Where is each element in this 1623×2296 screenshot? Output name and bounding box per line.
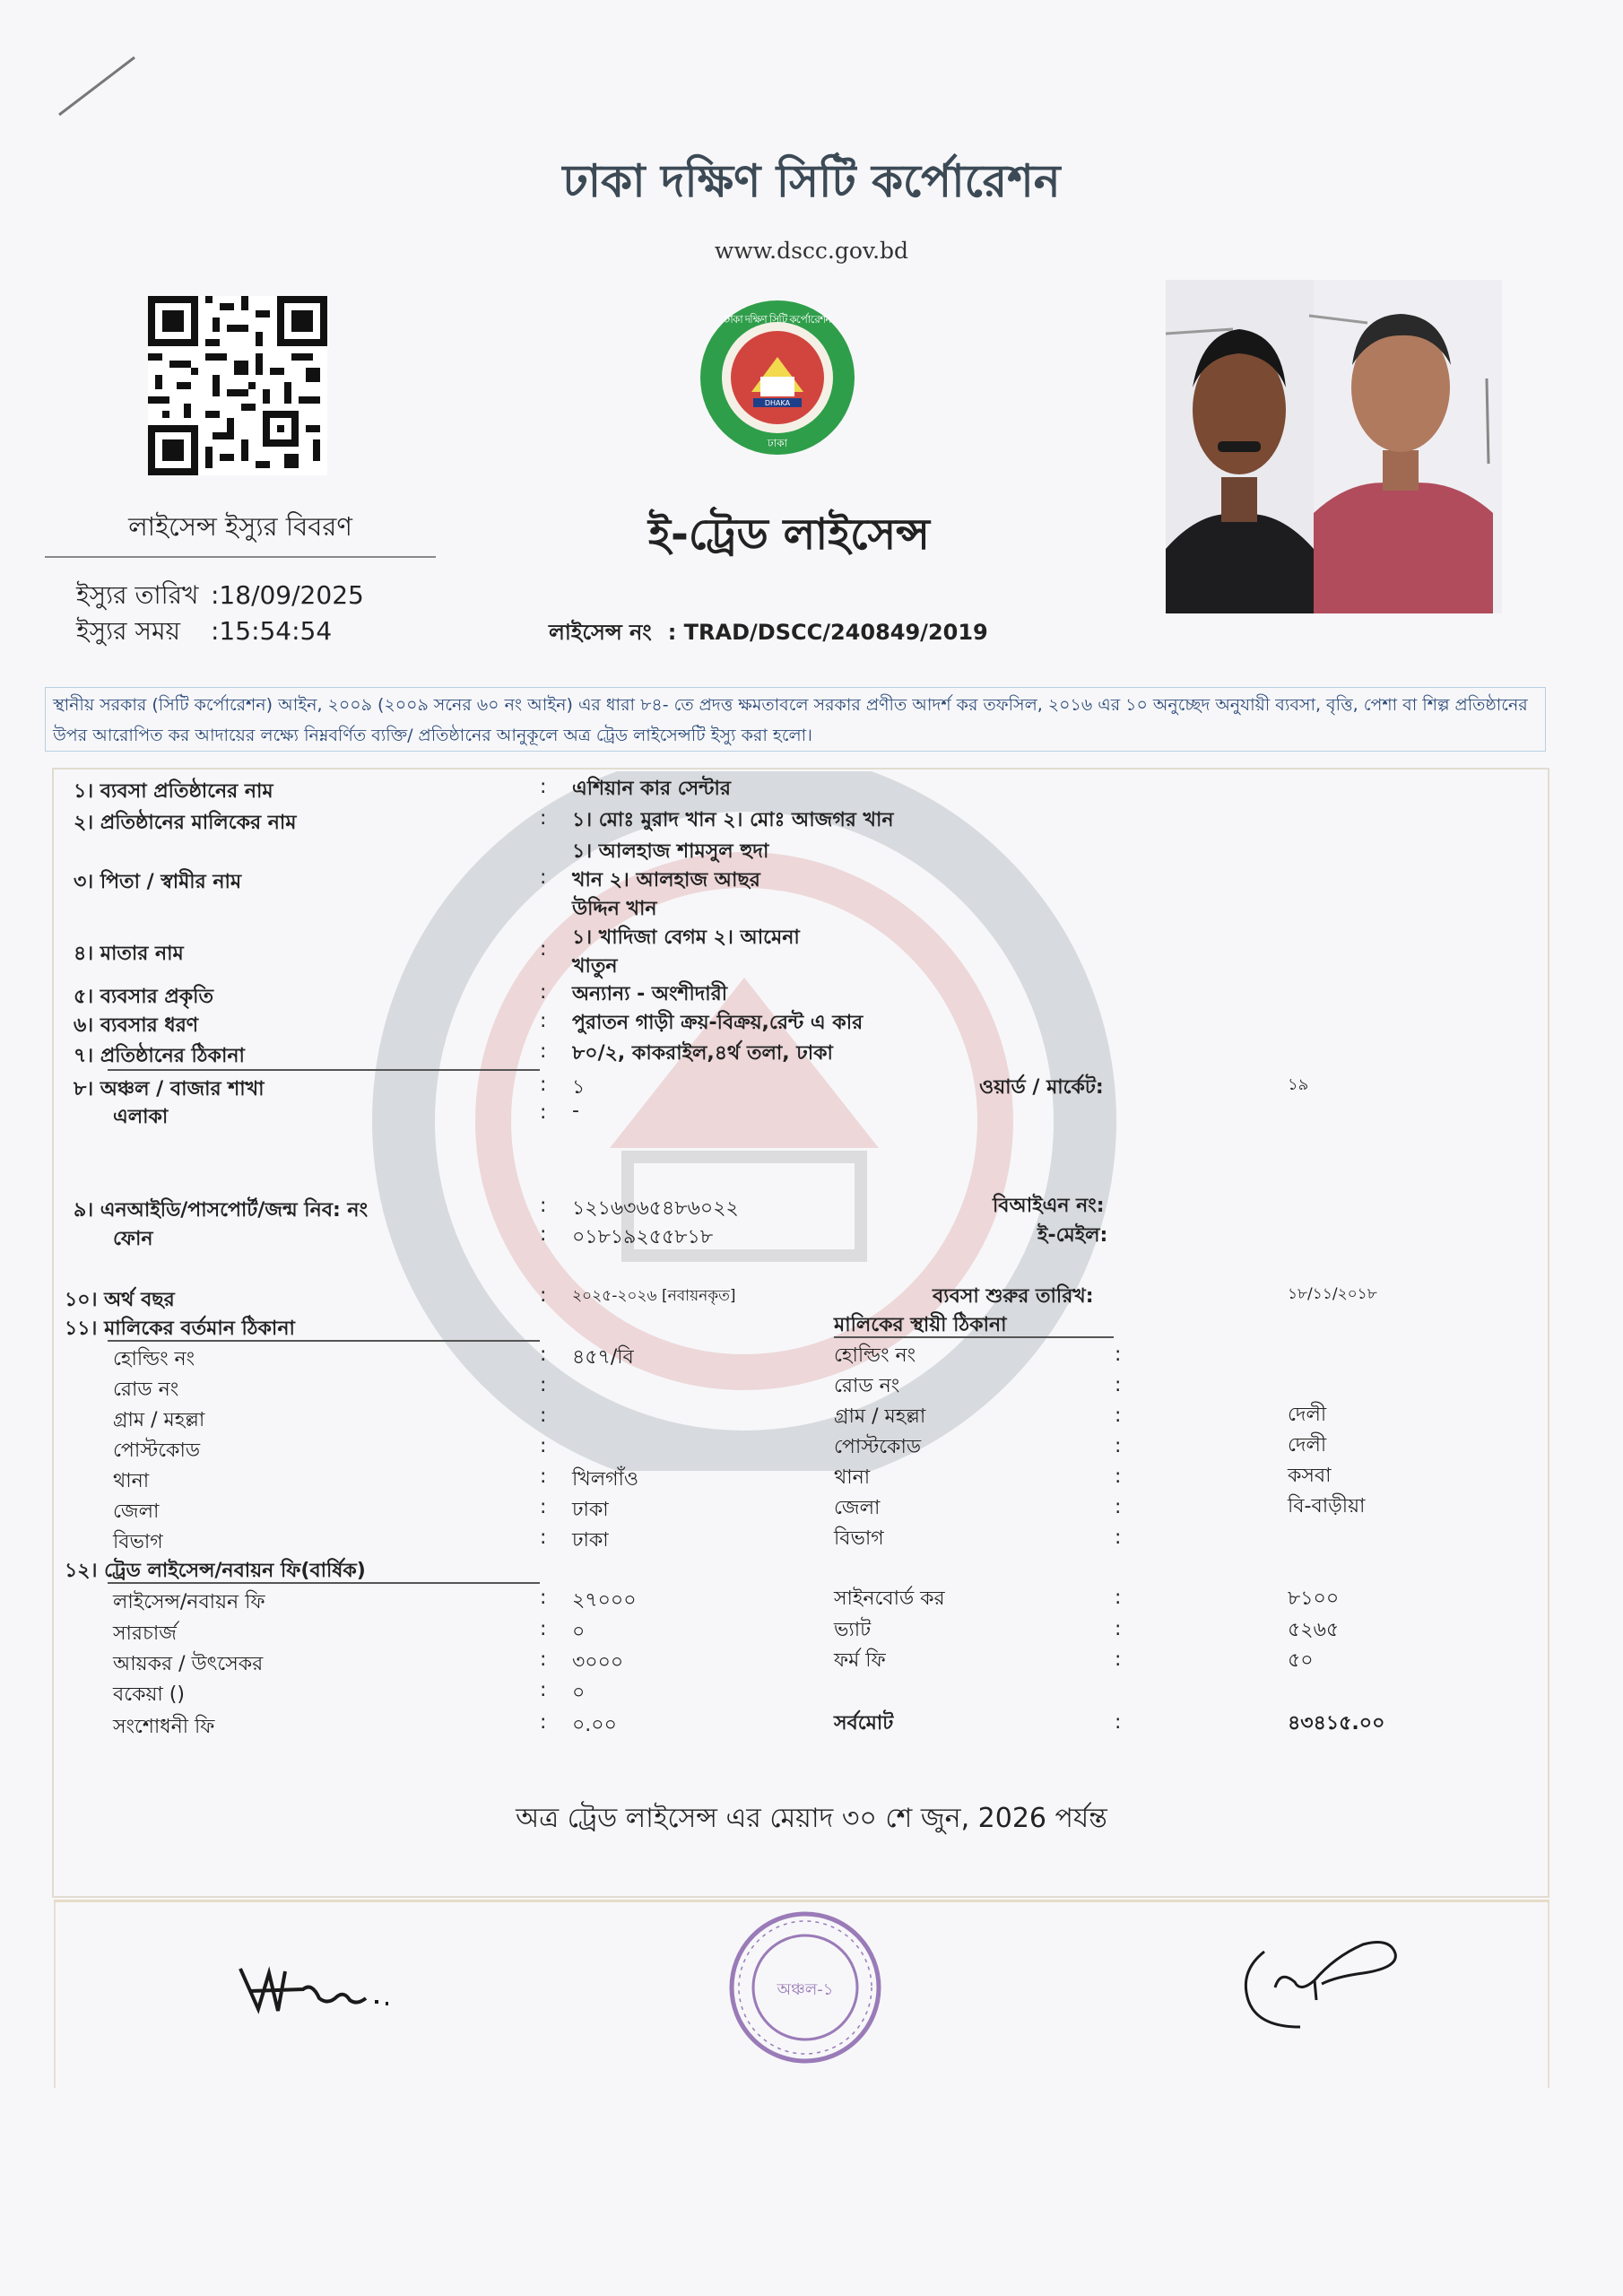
perm-postcode-value: দেলী bbox=[1288, 1434, 1327, 1457]
license-number-label: লাইসেন্স নং bbox=[549, 620, 652, 645]
logo-bottom-text: ঢাকা bbox=[767, 437, 788, 449]
start-date-value: ১৮/১১/২০১৮ bbox=[1288, 1285, 1377, 1303]
frame-edge-right bbox=[1548, 1900, 1549, 2088]
present-thana-label: থানা bbox=[113, 1470, 150, 1492]
ward-label: ওয়ার্ড / মার্কেট: bbox=[979, 1076, 1104, 1099]
issue-time-label: ইস্যুর সময় bbox=[76, 616, 181, 646]
logo-top-text: ঢাকা দক্ষিণ সিটি কর্পোরেশন bbox=[724, 313, 832, 326]
perm-village-value: দেলী bbox=[1288, 1404, 1327, 1426]
section-rule bbox=[108, 1069, 540, 1071]
perm-thana-value: কসবা bbox=[1288, 1465, 1332, 1487]
total-value: ৪৩৪১৫.০০ bbox=[1288, 1712, 1385, 1735]
father-name-line2: খান ২। আলহাজ আছর bbox=[572, 869, 760, 891]
signboard-tax-value: ৮১০০ bbox=[1288, 1587, 1340, 1610]
issue-time-value: :15:54:54 bbox=[211, 616, 333, 646]
vat-value: ৫২৬৫ bbox=[1288, 1619, 1340, 1641]
perm-village-label: গ্রাম / মহল্লা bbox=[834, 1405, 926, 1428]
arrears-label: বকেয়া () bbox=[113, 1683, 185, 1706]
income-tax-label: আয়কর / উৎসেকর bbox=[113, 1653, 264, 1675]
business-address-label: ৭। প্রতিষ্ঠানের ঠিকানা bbox=[74, 1045, 245, 1067]
father-name-line1: ১। আলহাজ শামসুল হুদা bbox=[572, 840, 769, 863]
owner-name-label: ২। প্রতিষ্ঠানের মালিকের নাম bbox=[74, 812, 297, 834]
present-division-label: বিভাগ bbox=[113, 1531, 163, 1553]
total-label: সর্বমোট bbox=[834, 1712, 894, 1735]
vat-label: ভ্যাট bbox=[834, 1619, 872, 1641]
issue-time-row bbox=[76, 612, 332, 654]
present-postcode-label: পোস্টকোড bbox=[113, 1439, 201, 1462]
business-name-value: এশিয়ান কার সেন্টার bbox=[572, 778, 731, 800]
zone-value: ১ bbox=[572, 1076, 586, 1099]
issue-date-label: ইস্যুর তারিখ bbox=[76, 580, 199, 610]
amendment-fee-label: সংশোধনী ফি bbox=[113, 1716, 215, 1738]
issue-date-value: :18/09/2025 bbox=[211, 580, 364, 610]
mother-name-line2: খাতুন bbox=[572, 955, 618, 978]
present-district-label: জেলা bbox=[113, 1500, 160, 1523]
permanent-address-label: মালিকের স্থায়ী ঠিকানা bbox=[834, 1314, 1007, 1336]
father-name-line3: উদ্দিন খান bbox=[572, 898, 657, 920]
present-holding-value: ৪৫৭/বি bbox=[572, 1346, 634, 1369]
fees-rule bbox=[108, 1582, 540, 1584]
license-fee-value: ২৭০০০ bbox=[572, 1589, 637, 1612]
present-division-value: ঢাকা bbox=[572, 1529, 609, 1552]
ward-value: ১৯ bbox=[1288, 1075, 1309, 1094]
start-date-label: ব্যবসা শুরুর তারিখ: bbox=[933, 1285, 1094, 1308]
area-label: এলাকা bbox=[113, 1106, 169, 1128]
logo-band-text: DHAKA bbox=[764, 399, 791, 407]
signature-divider bbox=[54, 1900, 1549, 1902]
business-address-value: ৮০/২, কাকরাইল,৪র্থ তলা, ঢাকা bbox=[572, 1042, 833, 1065]
father-name-label: ৩। পিতা / স্বামীর নাম bbox=[74, 871, 242, 893]
license-number bbox=[549, 616, 988, 652]
owner-photos bbox=[1166, 280, 1502, 613]
business-name-label: ১। ব্যবসা প্রতিষ্ঠানের নাম bbox=[74, 780, 273, 803]
validity-statement: অত্র ট্রেড লাইসেন্স এর মেয়াদ ৩০ শে জুন, 2026 পর্যন্ত bbox=[516, 1803, 1107, 1834]
perm-holding-label: হোল্ডিং নং bbox=[834, 1344, 916, 1367]
amendment-fee-value: ০.০০ bbox=[572, 1714, 617, 1736]
nid-label: ৯। এনআইডি/পাসপোর্ট/জন্ম নিব: নং bbox=[74, 1199, 369, 1222]
issue-details-heading: লাইসেন্স ইস্যুর বিবরণ bbox=[128, 511, 352, 542]
seal-text: অঞ্চল-১ bbox=[777, 1980, 834, 1999]
business-type-value: পুরাতন গাড়ী ক্রয়-বিক্রয়,রেন্ট এ কার bbox=[572, 1012, 864, 1034]
owner-photo-1 bbox=[1166, 280, 1314, 613]
left-signature bbox=[231, 1946, 402, 2027]
official-seal bbox=[726, 1909, 884, 2066]
mother-name-label: ৪। মাতার নাম bbox=[74, 943, 184, 965]
area-value: - bbox=[572, 1100, 579, 1122]
signboard-tax-label: সাইনবোর্ড কর bbox=[834, 1587, 945, 1610]
present-road-label: রোড নং bbox=[113, 1378, 179, 1401]
permanent-address-rule bbox=[834, 1336, 1114, 1338]
perm-division-label: বিভাগ bbox=[834, 1527, 884, 1550]
right-signature bbox=[1228, 1918, 1408, 2043]
website-url: www.dscc.gov.bd bbox=[714, 238, 909, 264]
zone-label: ৮। অঞ্চল / বাজার শাখা bbox=[74, 1078, 265, 1100]
business-nature-label: ৫। ব্যবসার প্রকৃতি bbox=[74, 986, 213, 1008]
issue-divider bbox=[45, 556, 436, 558]
business-type-label: ৬। ব্যবসার ধরণ bbox=[74, 1014, 199, 1037]
phone-label: ফোন bbox=[113, 1228, 153, 1250]
fiscal-year-label: ১০। অর্থ বছর bbox=[65, 1289, 175, 1311]
form-fee-label: ফর্ম ফি bbox=[834, 1649, 886, 1672]
form-fee-value: ৫০ bbox=[1288, 1649, 1314, 1672]
perm-postcode-label: পোস্টকোড bbox=[834, 1436, 922, 1458]
owner-name-value: ১। মোঃ মুরাদ খান ২। মোঃ আজগর খান bbox=[572, 809, 894, 831]
business-nature-value: অন্যান্য - অংশীদারী bbox=[572, 983, 728, 1005]
arrears-value: ০ bbox=[572, 1682, 586, 1704]
owner-photo-2 bbox=[1314, 280, 1502, 613]
present-village-label: গ্রাম / মহল্লা bbox=[113, 1409, 205, 1431]
perm-district-value: বি-বাড়ীয়া bbox=[1288, 1495, 1366, 1518]
mother-name-line1: ১। খাদিজা বেগম ২। আমেনা bbox=[572, 926, 800, 949]
organization-name: ঢাকা দক্ষিণ সিটি কর্পোরেশন bbox=[562, 155, 1061, 207]
present-holding-label: হোল্ডিং নং bbox=[113, 1348, 195, 1370]
surcharge-value: ০ bbox=[572, 1621, 586, 1643]
phone-value: ০১৮১৯২৫৫৮১৮ bbox=[572, 1226, 714, 1248]
license-fee-label: লাইসেন্স/নবায়ন ফি bbox=[113, 1591, 265, 1613]
surcharge-label: সারচার্জ bbox=[113, 1622, 177, 1645]
legal-preamble: স্থানীয় সরকার (সিটি কর্পোরেশন) আইন, ২০০৯ (২০০৯ সনের ৬০ নং আইন) এর ধারা ৮৪- তে প্রদত্ত ক্ষমতাবলে সরকার প্রণীত আদর্শ কর তফসিল, ২০১৬ এর ১০ অনুচ্ছেদ অনুযায়ী ব্যবসা, বৃত্তি, পেশা বা শিল্প প্রতিষ্ঠানের উপর আরোপিত কর আদায়ের লক্ষ্যে নিম্নবর্ণিত ব্যক্তি/ প্রতিষ্ঠানের আনুকূলে অত্র ট্রেড লাইসেন্সটি ইস্যু করা হলো। bbox=[45, 687, 1546, 752]
perm-thana-label: থানা bbox=[834, 1466, 871, 1489]
bin-label: বিআইএন নং: bbox=[993, 1195, 1105, 1217]
present-address-rule bbox=[108, 1340, 540, 1342]
perm-road-label: রোড নং bbox=[834, 1375, 900, 1397]
nid-value: ১২১৬৩৬৫৪৮৬০২২ bbox=[572, 1197, 739, 1220]
income-tax-value: ৩০০০ bbox=[572, 1651, 624, 1674]
license-number-value: : TRAD/DSCC/240849/2019 bbox=[667, 620, 988, 645]
email-label: ই-মেইল: bbox=[1037, 1224, 1108, 1247]
qr-code bbox=[143, 296, 332, 475]
frame-edge-left bbox=[54, 1900, 56, 2088]
scan-mark bbox=[52, 52, 142, 124]
fees-heading: ১২। ট্রেড লাইসেন্স/নবায়ন ফি(বার্ষিক) bbox=[65, 1560, 366, 1582]
document-title: ই-ট্রেড লাইসেন্স bbox=[648, 509, 930, 560]
dscc-logo bbox=[698, 298, 857, 457]
perm-district-label: জেলা bbox=[834, 1497, 881, 1519]
present-thana-value: খিলগাঁও bbox=[572, 1468, 639, 1491]
present-address-label: ১১। মালিকের বর্তমান ঠিকানা bbox=[65, 1318, 295, 1340]
fiscal-year-value: ২০২৫-২০২৬ [নবায়নকৃত] bbox=[572, 1287, 736, 1305]
present-district-value: ঢাকা bbox=[572, 1499, 609, 1521]
